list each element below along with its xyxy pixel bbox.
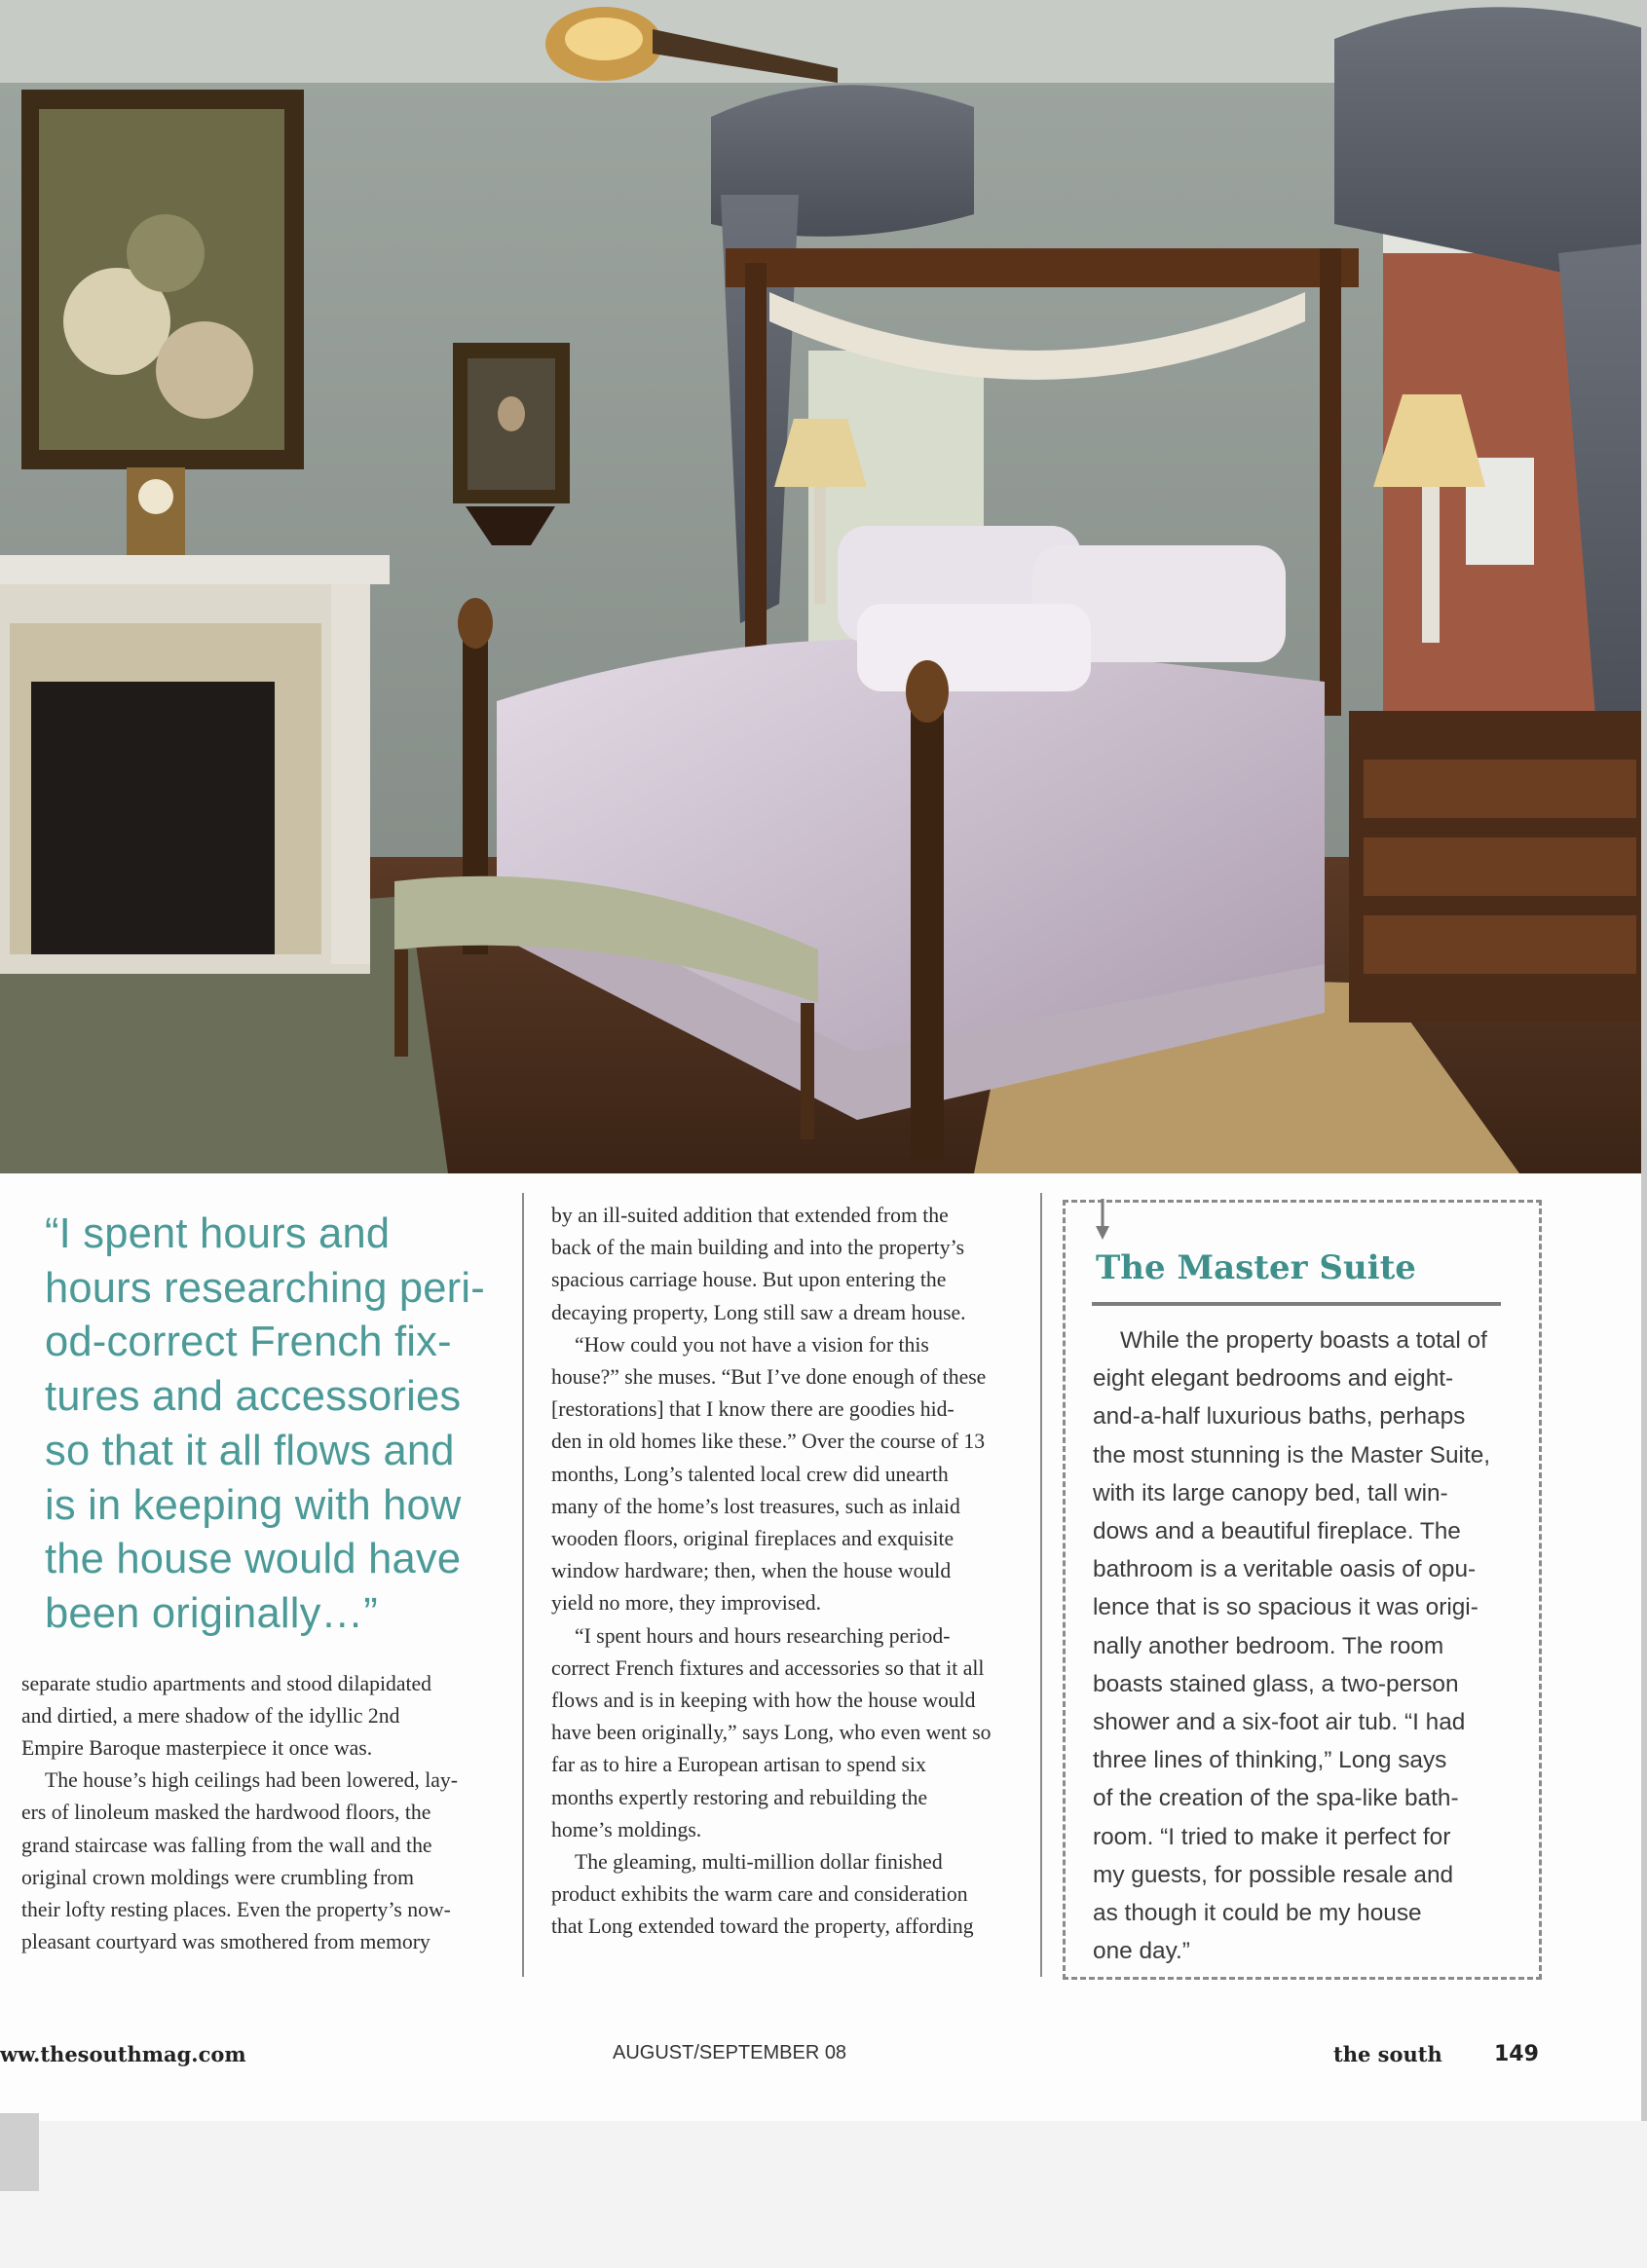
sidebar-line: dows and a beautiful fireplace. The	[1093, 1518, 1461, 1545]
sidebar-line: my guests, for possible resale and	[1093, 1861, 1454, 1888]
pull-quote	[45, 1208, 518, 1642]
text-line: spacious carriage house. But upon entering the	[551, 1268, 947, 1292]
pull-quote-line: “I spent hours and	[45, 1210, 391, 1257]
body-text-column-two	[551, 1200, 1030, 1944]
text-line: home’s moldings.	[551, 1817, 702, 1841]
column-divider	[522, 1193, 524, 1977]
text-line: wooden floors, original fireplaces and exquisite	[551, 1527, 955, 1551]
pull-quote-line: the house would have	[45, 1536, 462, 1583]
text-line: back of the main building and into the property’s	[551, 1236, 965, 1260]
text-line: window hardware; then, when the house would	[551, 1559, 952, 1583]
pull-quote-line: so that it all flows and	[45, 1427, 455, 1474]
sidebar-line: the most stunning is the Master Suite,	[1093, 1441, 1491, 1469]
sidebar-body	[1093, 1321, 1531, 1970]
column-one	[21, 1200, 518, 1958]
master-suite-sidebar	[1063, 1200, 1542, 1980]
text-line: correct French fixtures and accessories so that it all	[551, 1655, 985, 1680]
pull-quote-line: been originally…”	[45, 1589, 378, 1637]
pull-quote-line: is in keeping with how	[45, 1481, 462, 1529]
column-two	[551, 1200, 1030, 1944]
sidebar-line: with its large canopy bed, tall win-	[1093, 1479, 1448, 1506]
page-number: 149	[1494, 2042, 1539, 2066]
pull-quote-line: tures and accessories	[45, 1373, 462, 1421]
sidebar-line: one day.”	[1093, 1938, 1190, 1965]
text-line: “How could you not have a vision for this	[575, 1332, 929, 1357]
sidebar-line: and-a-half luxurious baths, perhaps	[1093, 1403, 1466, 1431]
text-line: yield no more, they improvised.	[551, 1591, 822, 1616]
text-line: have been originally,” says Long, who even went so	[551, 1721, 992, 1745]
text-line: by an ill-suited addition that extended from the	[551, 1204, 949, 1227]
sidebar-line: bathroom is a veritable oasis of opu-	[1093, 1556, 1477, 1583]
sidebar-line: nally another bedroom. The room	[1093, 1632, 1444, 1659]
page-edge	[1641, 0, 1647, 2121]
text-line: separate studio apartments and stood dilapidated	[21, 1671, 431, 1695]
issue-date: AUGUST/SEPTEMBER 08	[613, 2042, 847, 2064]
text-line: their lofty resting places. Even the property’s now-	[21, 1898, 451, 1922]
arrow-down-icon	[1093, 1199, 1112, 1242]
sidebar-line: of the creation of the spa-like bath-	[1093, 1785, 1459, 1812]
pull-quote-line: od-correct French fix-	[45, 1319, 452, 1366]
sidebar-line: shower and a six-foot air tub. “I had	[1093, 1709, 1466, 1736]
text-line: months expertly restoring and rebuilding the	[551, 1785, 928, 1809]
sidebar-line: lence that is so spacious it was origi-	[1093, 1594, 1479, 1621]
sidebar-line: While the property boasts a total of	[1120, 1327, 1487, 1354]
text-line: decaying property, Long still saw a dream house.	[551, 1300, 966, 1324]
text-line: Empire Baroque masterpiece it once was.	[21, 1736, 373, 1761]
sidebar-line: as though it could be my house	[1093, 1900, 1422, 1927]
text-line: ers of linoleum masked the hardwood floors, the	[21, 1801, 431, 1825]
text-line: pleasant courtyard was smothered from memory	[21, 1930, 430, 1954]
text-line: The gleaming, multi-million dollar finished	[575, 1850, 943, 1875]
sidebar-line: eight elegant bedrooms and eight-	[1093, 1365, 1454, 1393]
magazine-name: the south	[1333, 2042, 1442, 2066]
text-line: and dirtied, a mere shadow of the idyllic 2nd	[21, 1703, 400, 1728]
title-underline	[1092, 1302, 1501, 1306]
website-url[interactable]: ww.thesouthmag.com	[0, 2042, 246, 2066]
text-line: months, Long’s talented local crew did unearth	[551, 1462, 949, 1486]
text-line: “I spent hours and hours researching period-	[575, 1623, 951, 1648]
text-line: house?” she muses. “But I’ve done enough of these	[551, 1365, 987, 1390]
body-text-column-one	[21, 1668, 518, 1959]
pull-quote-line: hours researching peri-	[45, 1264, 485, 1312]
sidebar-title: The Master Suite	[1096, 1248, 1416, 1287]
text-line: product exhibits the warm care and consideration	[551, 1882, 968, 1907]
sidebar-line: three lines of thinking,” Long says	[1093, 1747, 1447, 1774]
text-line: original crown moldings were crumbling from	[21, 1865, 414, 1889]
scan-margin	[0, 2121, 1647, 2268]
text-line: grand staircase was falling from the wall and the	[21, 1833, 432, 1857]
text-line: far as to hire a European artisan to spend six	[551, 1753, 926, 1777]
text-line: den in old homes like these.” Over the course of 13	[551, 1430, 986, 1454]
sidebar-line: room. “I tried to make it perfect for	[1093, 1823, 1451, 1850]
scan-artifact	[0, 2113, 39, 2191]
text-line: flows and is in keeping with how the house would	[551, 1689, 976, 1713]
text-line: [restorations] that I know there are goodies hid-	[551, 1397, 955, 1422]
column-divider	[1040, 1193, 1042, 1977]
text-line: that Long extended toward the property, affording	[551, 1915, 974, 1939]
text-line: many of the home’s lost treasures, such as inlaid	[551, 1494, 960, 1518]
text-line: The house’s high ceilings had been lowered, lay-	[45, 1768, 458, 1793]
sidebar-line: boasts stained glass, a two-person	[1093, 1670, 1459, 1697]
